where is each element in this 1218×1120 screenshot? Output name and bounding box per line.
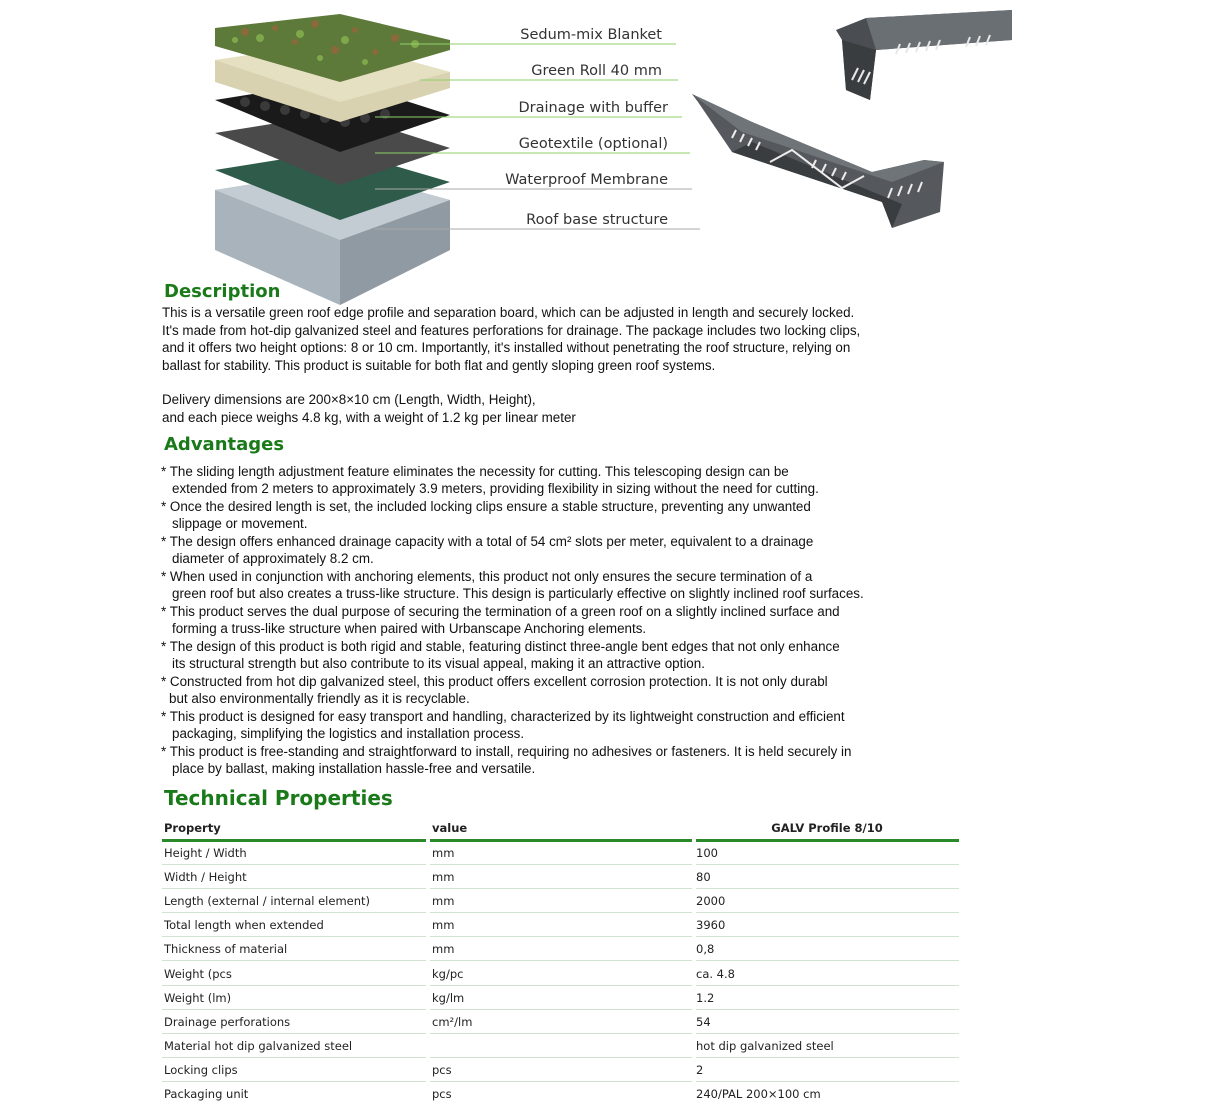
advantage-item xyxy=(161,568,864,603)
row-divider xyxy=(430,1081,692,1082)
table-cell: mm xyxy=(432,894,455,908)
table-cell: cm²/lm xyxy=(432,1015,473,1029)
row-divider xyxy=(430,985,692,986)
table-cell: mm xyxy=(432,870,455,884)
advantage-line-cont: extended from 2 meters to approximately 3.9 meters, providing flexibility in sizing without the need for cutting. xyxy=(172,481,819,497)
table-cell: mm xyxy=(432,942,455,956)
table-cell: Height / Width xyxy=(164,846,247,860)
description-line-3: and it offers two height options: 8 or 10 cm. Importantly, it's installed without penetrating the roof structure, relying on xyxy=(162,340,851,355)
layer-stack-illustration xyxy=(205,10,725,310)
layer-label-sedum: Sedum-mix Blanket xyxy=(520,27,662,43)
row-divider xyxy=(430,888,692,889)
advantage-line-cont: packaging, simplifying the logistics and installation process. xyxy=(172,726,525,742)
description-heading: Description xyxy=(164,281,281,302)
table-cell: 3960 xyxy=(696,918,726,932)
description-line-2: It's made from hot-dip galvanized steel and features perforations for drainage. The package includes two locking clips, xyxy=(162,323,861,338)
advantage-line-cont: diameter of approximately 8.2 cm. xyxy=(172,551,374,567)
table-cell: 2000 xyxy=(696,894,726,908)
table-cell: pcs xyxy=(432,1063,452,1077)
row-divider xyxy=(162,1033,426,1034)
table-cell: Length (external / internal element) xyxy=(164,894,371,908)
row-divider xyxy=(696,960,959,961)
advantage-line-cont: its structural strength but also contribute to its visual appeal, making it an attractive option. xyxy=(172,656,705,672)
row-divider xyxy=(696,936,959,937)
description-line-4: ballast for stability. This product is suitable for both flat and gently sloping green roof systems. xyxy=(162,358,716,373)
row-divider xyxy=(430,936,692,937)
column-header-value: value xyxy=(432,821,468,835)
row-divider xyxy=(162,1009,426,1010)
description-line-1: This is a versatile green roof edge profile and separation board, which can be adjusted in length and securely locked. xyxy=(162,305,855,320)
table-cell: 80 xyxy=(696,870,711,884)
row-divider xyxy=(162,936,426,937)
row-divider xyxy=(430,1009,692,1010)
advantage-line: * This product is free-standing and straightforward to install, requiring no adhesives or fasteners. It is held securely in xyxy=(161,744,852,759)
advantage-item xyxy=(161,603,840,638)
table-cell: Locking clips xyxy=(164,1063,238,1077)
technical-heading: Technical Properties xyxy=(164,786,393,810)
profile-image-bottom xyxy=(692,92,948,230)
row-divider xyxy=(162,1081,426,1082)
table-cell: pcs xyxy=(432,1087,452,1101)
row-divider xyxy=(162,864,426,865)
row-divider xyxy=(696,1033,959,1034)
table-cell: Width / Height xyxy=(164,870,247,884)
layer-label-geotextile: Geotextile (optional) xyxy=(518,136,668,152)
advantage-line: * The sliding length adjustment feature eliminates the necessity for cutting. This telescoping design can be xyxy=(161,464,789,479)
advantage-line-cont: but also environmentally friendly as it is recyclable. xyxy=(169,691,470,707)
table-cell: hot dip galvanized steel xyxy=(696,1039,834,1053)
row-divider xyxy=(696,985,959,986)
row-divider xyxy=(430,912,692,913)
advantage-line-cont: slippage or movement. xyxy=(172,516,308,532)
advantage-item xyxy=(161,743,851,778)
advantage-line-cont: forming a truss-like structure when paired with Urbanscape Anchoring elements. xyxy=(172,621,647,637)
layer-label-roof-base: Roof base structure xyxy=(526,212,668,228)
advantage-item xyxy=(161,463,819,498)
table-cell: mm xyxy=(432,846,455,860)
row-divider xyxy=(162,912,426,913)
table-cell: 0,8 xyxy=(696,942,715,956)
row-divider xyxy=(430,960,692,961)
table-cell: Weight (pcs xyxy=(164,967,232,981)
advantage-line: * This product is designed for easy transport and handling, characterized by its lightweight construction and efficient xyxy=(161,709,845,724)
header-underline xyxy=(162,839,426,842)
row-divider xyxy=(696,1009,959,1010)
row-divider xyxy=(696,1057,959,1058)
table-cell: Material hot dip galvanized steel xyxy=(164,1039,353,1053)
advantage-line-cont: place by ballast, making installation hassle-free and versatile. xyxy=(172,761,536,777)
row-divider xyxy=(162,960,426,961)
advantage-item xyxy=(161,498,811,533)
advantage-line: * When used in conjunction with anchoring elements, this product not only ensures the secure termination of a xyxy=(161,569,813,584)
layer-label-green-roll: Green Roll 40 mm xyxy=(531,63,662,79)
table-cell: Weight (lm) xyxy=(164,991,232,1005)
advantage-line-cont: green roof but also creates a truss-like structure. This design is particularly effective on slightly inclined roof surfaces. xyxy=(172,586,864,602)
table-cell: Drainage perforations xyxy=(164,1015,291,1029)
table-cell: 2 xyxy=(696,1063,704,1077)
row-divider xyxy=(696,864,959,865)
table-cell: kg/lm xyxy=(432,991,465,1005)
table-cell: ca. 4.8 xyxy=(696,967,735,981)
advantage-line: * Constructed from hot dip galvanized steel, this product offers excellent corrosion protection. It is not only durabl xyxy=(161,674,828,689)
header-underline xyxy=(430,839,692,842)
layer-label-membrane: Waterproof Membrane xyxy=(505,172,668,188)
table-cell: mm xyxy=(432,918,455,932)
row-divider xyxy=(696,912,959,913)
row-divider xyxy=(696,1081,959,1082)
table-cell: Total length when extended xyxy=(164,918,324,932)
advantage-line: * This product serves the dual purpose of securing the termination of a green roof on a slightly inclined surface and xyxy=(161,604,840,619)
table-cell: 54 xyxy=(696,1015,711,1029)
table-cell: 240/PAL 200×100 cm xyxy=(696,1087,821,1101)
row-divider xyxy=(162,888,426,889)
advantage-item xyxy=(161,708,845,743)
advantage-item xyxy=(161,638,840,673)
row-divider xyxy=(162,985,426,986)
advantage-line: * Once the desired length is set, the included locking clips ensure a stable structure, preventing any unwanted xyxy=(161,499,811,514)
row-divider xyxy=(430,1057,692,1058)
row-divider xyxy=(430,1033,692,1034)
table-cell: Thickness of material xyxy=(164,942,288,956)
header-underline xyxy=(696,839,959,842)
column-header-property: Property xyxy=(164,821,221,835)
layer-label-drainage: Drainage with buffer xyxy=(518,100,668,116)
description-line-6: and each piece weighs 4.8 kg, with a weight of 1.2 kg per linear meter xyxy=(162,410,576,425)
advantages-heading: Advantages xyxy=(164,434,285,455)
advantage-line: * The design of this product is both rigid and stable, featuring distinct three-angle bent edges that not only enhance xyxy=(161,639,840,654)
row-divider xyxy=(696,888,959,889)
table-cell: 1.2 xyxy=(696,991,715,1005)
row-divider xyxy=(162,1057,426,1058)
advantage-item xyxy=(161,673,828,708)
column-header-product: GALV Profile 8/10 xyxy=(771,821,883,835)
row-divider xyxy=(430,864,692,865)
table-cell: kg/pc xyxy=(432,967,464,981)
advantage-line: * The design offers enhanced drainage capacity with a total of 54 cm² slots per meter, equivalent to a drainage xyxy=(161,534,814,549)
green-roof-layer-diagram xyxy=(205,10,725,310)
table-cell: Packaging unit xyxy=(164,1087,249,1101)
description-line-5: Delivery dimensions are 200×8×10 cm (Length, Width, Height), xyxy=(162,392,536,407)
steel-profile-full-illustration xyxy=(692,92,948,230)
advantage-item xyxy=(161,533,813,568)
table-cell: 100 xyxy=(696,846,718,860)
